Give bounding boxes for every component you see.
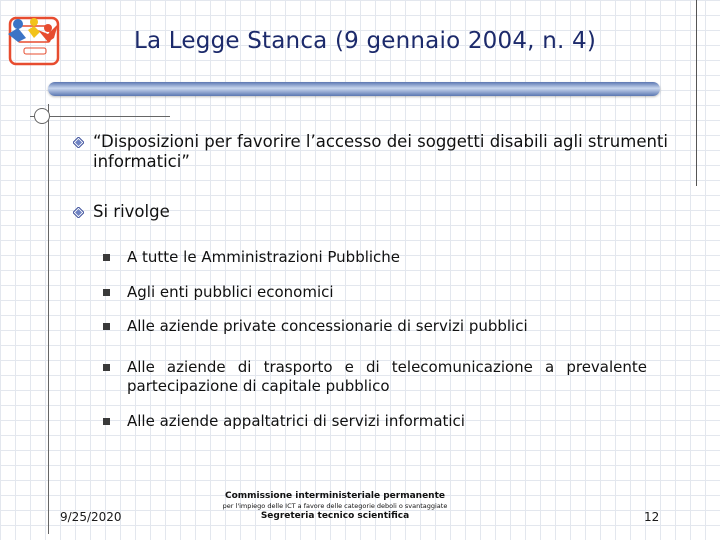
decorative-horizontal-rule xyxy=(30,116,170,117)
decorative-circle xyxy=(34,108,50,124)
sub-bullet: A tutte le Amministrazioni Pubbliche xyxy=(127,248,401,266)
footer-org-line3: Segreteria tecnico scientifica xyxy=(260,511,410,521)
decorative-vertical-rule-right xyxy=(696,0,697,186)
slide-title: La Legge Stanca (9 gennaio 2004, n. 4) xyxy=(133,28,597,54)
footer-org-line2: per l'impiego delle ICT a favore delle categorie deboli o svantaggiate xyxy=(222,502,448,510)
footer-organization xyxy=(200,491,470,522)
bullet-title-of-law: “Disposizioni per favorire l’accesso dei soggetti disabili agli strumenti informatici” xyxy=(93,132,668,171)
sub-bullet: Alle aziende appaltatrici di servizi informatici xyxy=(127,412,465,430)
square-bullet-icon xyxy=(103,323,110,330)
square-bullet-icon xyxy=(103,289,110,296)
sub-bullet: Agli enti pubblici economici xyxy=(127,283,334,301)
footer-date: 9/25/2020 xyxy=(60,510,122,524)
square-bullet-icon xyxy=(103,254,110,261)
diamond-bullet-icon xyxy=(73,137,84,148)
commission-logo xyxy=(4,8,74,70)
sub-bullet: Alle aziende private concessionarie di servizi pubblici xyxy=(127,317,528,335)
square-bullet-icon xyxy=(103,418,110,425)
square-bullet-icon xyxy=(103,364,110,371)
footer-page-number: 12 xyxy=(644,510,660,524)
bullet-si-rivolge: Si rivolge xyxy=(93,202,170,221)
decorative-vertical-rule-left xyxy=(48,104,49,534)
footer-org-line1: Commissione interministeriale permanente xyxy=(225,491,445,501)
sub-bullet: Alle aziende di trasporto e di telecomunicazione a prevalente partecipazione di capitale pubblico xyxy=(127,358,647,395)
diamond-bullet-icon xyxy=(73,207,84,218)
title-underline-bar xyxy=(48,82,660,96)
